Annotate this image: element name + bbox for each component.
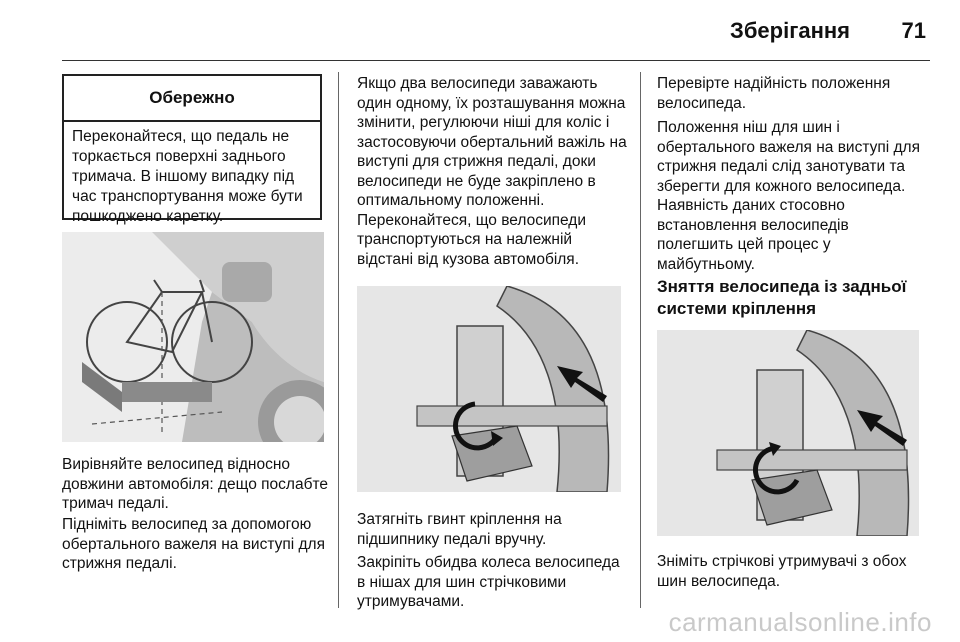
col3-paragraph-2: Положення ніш для шин і обертального важеля на виступі для стрижня педалі слід занотувати та зберегти для кожного велосипеда. Наявність даних стосовно встановлення велосипедів полегшить цей процес у майбутньому. xyxy=(657,119,920,273)
caution-box xyxy=(62,74,322,225)
column-divider-1 xyxy=(338,72,339,608)
col1-paragraph-2: Підніміть велосипед за допомогою обертального важеля на виступі для стрижня педалі. xyxy=(62,516,325,572)
header-divider xyxy=(62,60,930,61)
col3-paragraph-3: Зніміть стрічкові утримувачі з обох шин велосипеда. xyxy=(657,553,907,590)
column-divider-2 xyxy=(640,72,641,608)
caution-text: Переконайтеся, що педаль не торкається поверхні заднього тримача. В іншому випадку під час транспортування може бути пошкоджено каретку. xyxy=(72,128,303,225)
strap-removal-illustration xyxy=(657,330,919,536)
page-number: 71 xyxy=(901,18,926,43)
section-title: Зберігання xyxy=(730,18,850,43)
removal-heading: Зняття велосипеда із задньої системи кріплення xyxy=(657,277,907,318)
col3-paragraph-1: Перевірте надійність положення велосипеда. xyxy=(657,75,891,112)
caution-heading: Обережно xyxy=(64,76,320,122)
col2-paragraph-3: Закріпіть обидва колеса велосипеда в нішах для шин стрічковими утримувачами. xyxy=(357,554,620,610)
watermark: carmanualsonline.info xyxy=(668,607,932,637)
bike-carrier-illustration xyxy=(62,232,324,442)
col2-paragraph-2: Затягніть гвинт кріплення на підшипнику педалі вручну. xyxy=(357,511,562,548)
pedal-screw-illustration xyxy=(357,286,621,492)
col1-paragraph-1: Вирівняйте велосипед відносно довжини автомобіля: дещо послабте тримач педалі. xyxy=(62,456,329,512)
col2-paragraph-1: Якщо два велосипеди заважають один одному, їх розташування можна змінити, регулюючи ніші для коліс і застосовуючи обертальний важіль на виступі для стрижня педалі, доки велосипеди не буде закріплено в оптимальному положенні. Переконайтеся, що велосипеди транспортуються на належній відстані від кузова автомобіля. xyxy=(357,75,627,268)
